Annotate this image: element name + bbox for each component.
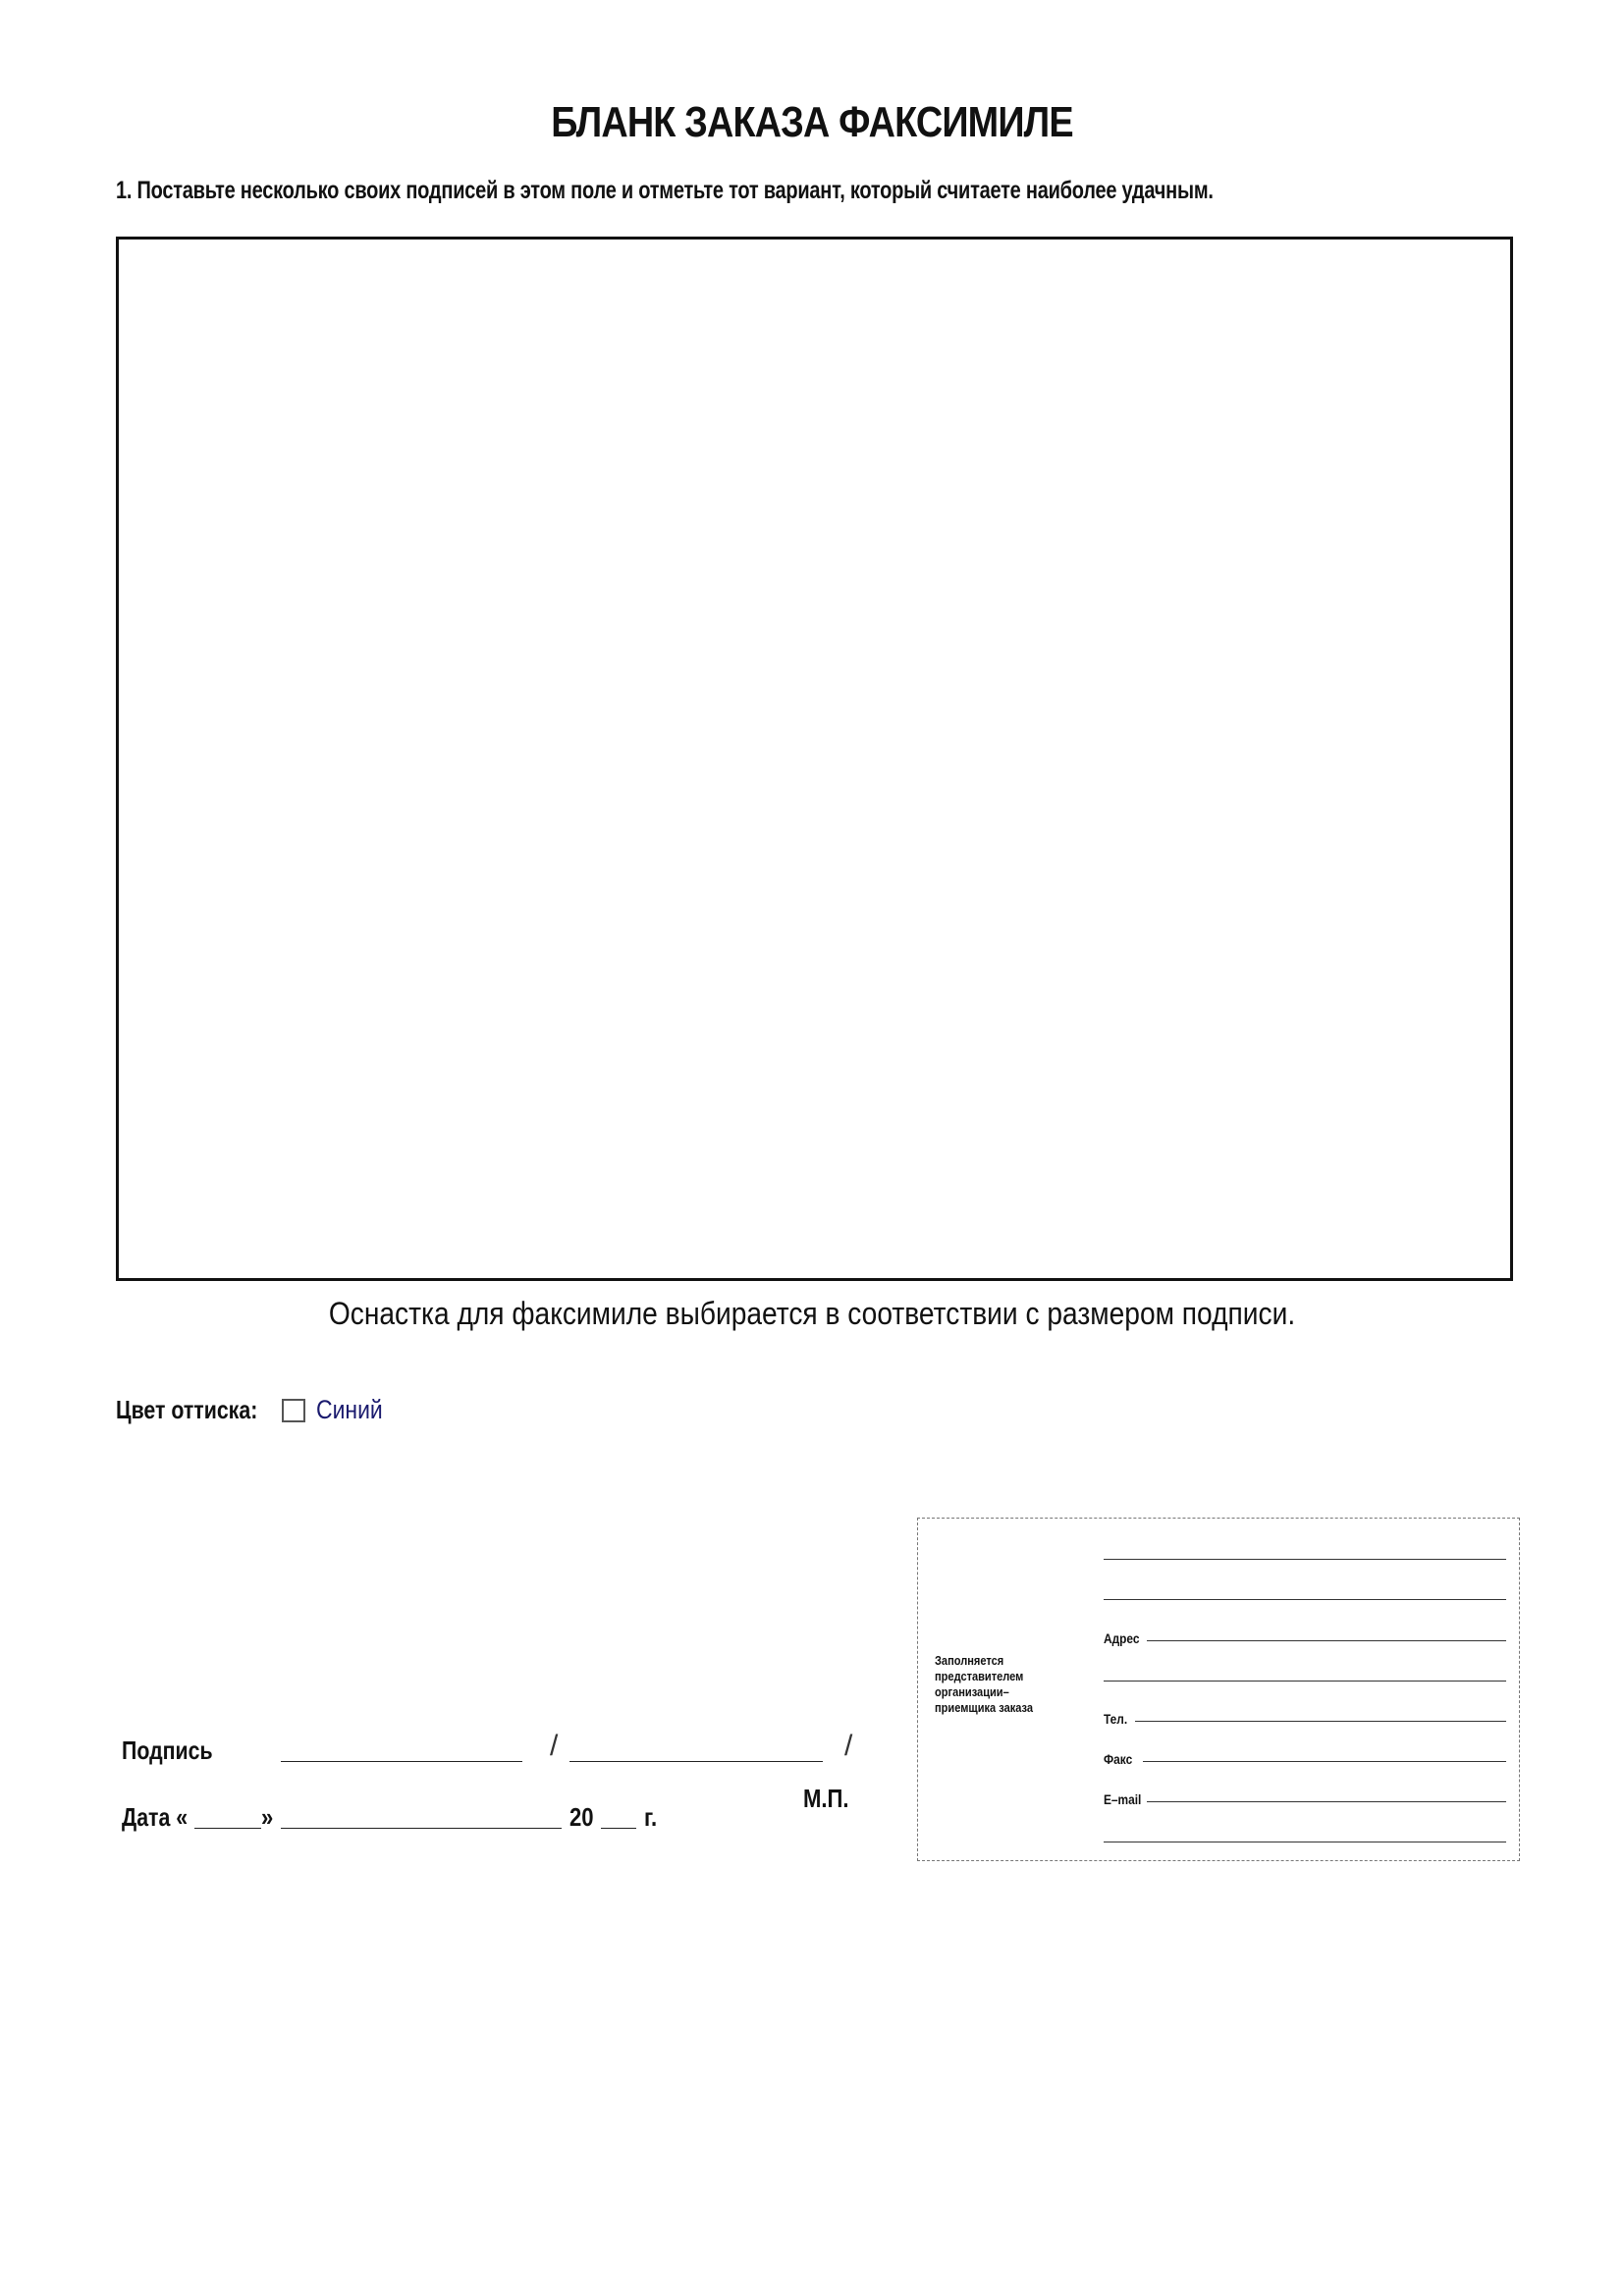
address-field-2[interactable] [1104, 1681, 1506, 1682]
phone-label: Тел. [1104, 1711, 1128, 1727]
slash-separator: / [844, 1730, 853, 1762]
date-year-field[interactable] [601, 1828, 636, 1829]
form-title: БЛАНК ЗАКАЗА ФАКСИМИЛЕ [551, 98, 1073, 146]
signature-label: Подпись [122, 1735, 213, 1765]
email-label: E–mail [1104, 1791, 1142, 1807]
year-prefix: 20 [569, 1802, 594, 1832]
slash-separator: / [550, 1730, 559, 1762]
signature-sample-area[interactable] [116, 237, 1513, 1281]
color-label: Цвет оттиска: [116, 1395, 258, 1424]
year-suffix: г. [644, 1802, 658, 1832]
representative-note: Заполняется представителем организации–приемщика заказа [935, 1653, 1034, 1715]
fax-label: Факс [1104, 1751, 1133, 1767]
stamp-place-label: М.П. [803, 1784, 849, 1813]
signature-name-field[interactable] [569, 1761, 823, 1762]
color-blue-checkbox[interactable] [282, 1399, 305, 1422]
instruction-text: 1. Поставьте несколько своих подписей в этом поле и отметьте тот вариант, который считаете наиболее удачным. [116, 177, 1214, 204]
phone-field[interactable] [1135, 1721, 1506, 1722]
address-label: Адрес [1104, 1630, 1140, 1646]
fax-field[interactable] [1143, 1761, 1506, 1762]
date-label: Дата « [122, 1802, 189, 1832]
rep-line-2[interactable] [1104, 1599, 1506, 1600]
color-blue-label: Синий [316, 1395, 383, 1424]
signature-field[interactable] [281, 1761, 522, 1762]
rep-line-1[interactable] [1104, 1559, 1506, 1560]
date-day-field[interactable] [194, 1828, 261, 1829]
size-note: Оснастка для факсимиле выбирается в соответствии с размером подписи. [328, 1296, 1296, 1331]
date-month-field[interactable] [281, 1828, 562, 1829]
email-field[interactable] [1147, 1801, 1506, 1802]
date-close-quote: » [261, 1802, 274, 1832]
address-field[interactable] [1147, 1640, 1506, 1641]
